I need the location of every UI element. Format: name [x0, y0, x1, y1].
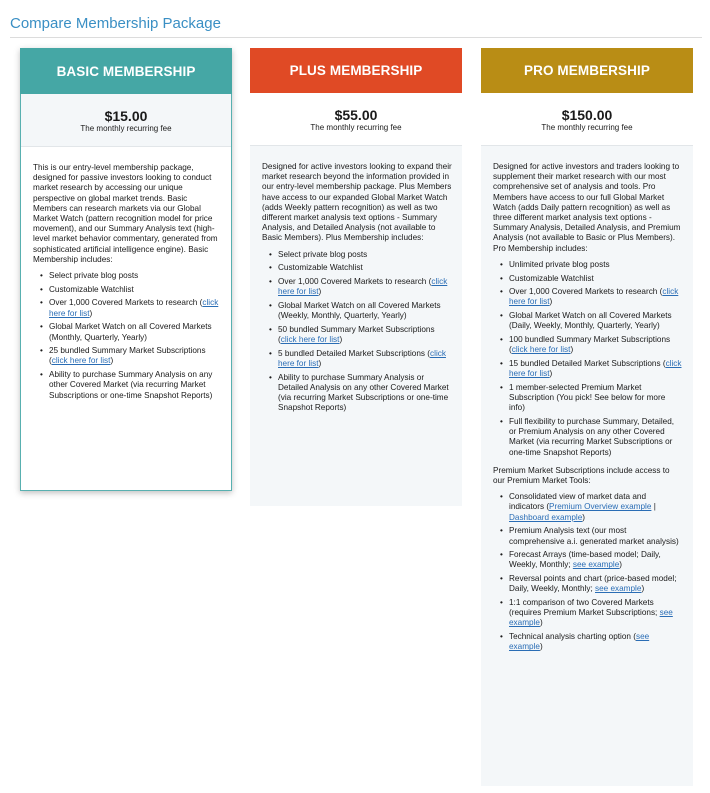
plus-description: Designed for active investors looking to expand their market research beyond the information provided in our entry-level membership package. Plus Members have access to our expanded Global Market Watch (adds Weekly pattern recognition) as well as two different market analysis text options - Summary Analysis, and Detailed Analysis (not available to Basic Members). Plus Membership includes:: [262, 162, 452, 243]
basic-card-header: BASIC MEMBERSHIP: [20, 48, 232, 94]
covered-markets-link[interactable]: click here for list: [278, 277, 448, 297]
forecast-arrays-example-link[interactable]: see example: [572, 560, 620, 570]
list-item: [509, 260, 683, 270]
summary-subscriptions-link[interactable]: click here for list: [511, 345, 571, 355]
feature-text: Customizable Watchlist: [278, 263, 363, 273]
list-item: • Over 1,000 Covered Markets to research (click here for list): [49, 298, 221, 318]
pro-feature-list: [493, 260, 683, 458]
basic-card-body: [21, 147, 231, 401]
basic-price-box: [21, 94, 231, 147]
detailed-subscriptions-link[interactable]: click here for list: [509, 358, 682, 379]
list-item: [278, 301, 452, 321]
plus-price: $55.00: [334, 107, 378, 123]
summary-subscriptions-link[interactable]: click here for list: [51, 356, 111, 366]
comparison-example-link[interactable]: see example: [509, 608, 673, 628]
summary-subscriptions-link[interactable]: click here for list: [280, 335, 340, 345]
feature-text: Ability to purchase Summary Analysis or Detailed Analysis on any other Covered Market (via recurring Market Subscriptions or one-time Snapshot Reports): [278, 372, 449, 413]
tool-text: Consolidated view of market data and indicators (: [509, 492, 646, 512]
list-item: [509, 598, 683, 629]
page-title: Compare Membership Package: [10, 15, 221, 32]
pro-fee-label: The monthly recurring fee: [541, 123, 633, 132]
pro-description: Designed for active investors and traders looking to supplement their market research with our most comprehensive set of analysis and tools. Pro Members have access to our full Global Market Watch (adds Daily pattern recognition) as well as three different market analysis text options - Summary Analysis, Detailed Analysis, and Premium Analysis (not available to Basic or Plus Members). Pro Membership includes:: [493, 162, 681, 253]
detailed-subscriptions-link[interactable]: click here for list: [278, 348, 446, 368]
plus-fee-label: The monthly recurring fee: [310, 123, 402, 132]
pro-membership-card[interactable]: [481, 48, 693, 786]
feature-text: Full flexibility to purchase Summary, Detailed, or Premium Analysis on any other Covered Market (via recurring Market Subscriptions or one-time Snapshot Reports): [509, 416, 675, 457]
list-item: [509, 311, 683, 331]
close-paren: ): [539, 642, 543, 652]
reversal-points-example-link[interactable]: see example: [595, 584, 642, 594]
pro-card-header: PRO MEMBERSHIP: [481, 48, 693, 93]
premium-overview-example-link[interactable]: Premium Overview example: [549, 502, 652, 512]
plus-card-header: PLUS MEMBERSHIP: [250, 48, 462, 93]
basic-feature-list: [33, 271, 221, 401]
list-item: • 15 bundled Detailed Market Subscriptions (click here for list): [509, 359, 683, 379]
feature-text: Select private blog posts: [278, 249, 368, 259]
close-paren: ): [539, 618, 543, 628]
list-item: [509, 417, 683, 458]
premium-tools-list: [493, 492, 683, 652]
list-item: [49, 285, 221, 295]
title-divider: [10, 37, 702, 38]
plus-feature-list: [262, 250, 452, 414]
list-item: • 100 bundled Summary Market Subscriptions (click here for list): [509, 335, 683, 355]
tool-text: Technical analysis charting option (: [509, 632, 636, 642]
plus-card-body: [250, 146, 462, 413]
list-item: [509, 492, 683, 523]
list-item: • Over 1,000 Covered Markets to research (click here for list): [278, 277, 452, 297]
feature-text: Over 1,000 Covered Markets to research: [278, 277, 427, 287]
basic-membership-card[interactable]: [20, 48, 232, 491]
covered-markets-link[interactable]: click here for list: [49, 298, 219, 318]
feature-text: Global Market Watch on all Covered Markets (Weekly, Monthly, Quarterly, Yearly): [278, 300, 441, 321]
list-item: [278, 250, 452, 260]
dashboard-example-link[interactable]: Dashboard example: [509, 512, 583, 522]
feature-text: 5 bundled Detailed Market Subscriptions: [278, 348, 426, 358]
pro-price: $150.00: [561, 107, 613, 123]
pro-card-body: [481, 146, 693, 653]
feature-text: Select private blog posts: [49, 271, 139, 281]
pro-price-box: [481, 93, 693, 146]
list-item: [509, 526, 683, 546]
list-item: [278, 263, 452, 273]
list-item: [49, 271, 221, 281]
feature-text: 15 bundled Detailed Market Subscriptions: [509, 358, 661, 368]
plus-price-box: [250, 93, 462, 146]
feature-text: Global Market Watch on all Covered Markets (Monthly, Quarterly, Yearly): [49, 322, 212, 342]
feature-text: Unlimited private blog posts: [509, 259, 610, 269]
tool-text: Premium Analysis text (our most comprehensive a.i. generated market analysis): [509, 526, 679, 546]
covered-markets-link[interactable]: click here for list: [509, 287, 679, 307]
list-item: [509, 383, 683, 414]
feature-text: Customizable Watchlist: [509, 273, 594, 283]
feature-text: Over 1,000 Covered Markets to research: [509, 287, 658, 297]
basic-price: $15.00: [104, 108, 148, 124]
tool-text: 1:1 comparison of two Covered Markets (requires Premium Market Subscriptions;: [509, 598, 660, 618]
tool-text: Reversal points and chart (price-based model; Daily, Weekly, Monthly;: [509, 574, 677, 594]
list-item: [49, 370, 221, 401]
list-item: [509, 632, 683, 652]
list-item: [278, 373, 452, 414]
list-item: • 5 bundled Detailed Market Subscriptions (click here for list): [278, 349, 452, 369]
list-item: • 25 bundled Summary Market Subscriptions (click here for list): [49, 346, 221, 366]
plus-membership-card[interactable]: [250, 48, 462, 506]
tool-text: Forecast Arrays (time-based model; Daily, Weekly, Monthly;: [509, 550, 661, 570]
feature-text: Customizable Watchlist: [49, 284, 134, 294]
charting-example-link[interactable]: see example: [509, 632, 650, 652]
basic-fee-label: The monthly recurring fee: [80, 124, 172, 133]
list-item: [49, 322, 221, 342]
list-item: [509, 574, 683, 594]
list-item: [509, 274, 683, 284]
close-paren: ): [619, 560, 623, 570]
feature-text: 25 bundled Summary Market Subscriptions: [49, 346, 206, 356]
close-paren: ): [582, 512, 586, 522]
link-separator: |: [651, 502, 656, 512]
feature-text: Ability to purchase Summary Analysis on any other Covered Market (via recurring Market Subscriptions or one-time Snapshot Reports): [49, 370, 213, 400]
feature-text: Over 1,000 Covered Markets to research: [49, 298, 198, 308]
list-item: • Over 1,000 Covered Markets to research (click here for list): [509, 287, 683, 307]
feature-text: Global Market Watch on all Covered Markets (Daily, Weekly, Monthly, Quarterly, Yearly): [509, 311, 672, 331]
feature-text: 100 bundled Summary Market Subscriptions: [509, 335, 671, 345]
feature-text: 50 bundled Summary Market Subscriptions: [278, 324, 435, 334]
premium-tools-intro: Premium Market Subscriptions include access to our Premium Market Tools:: [493, 465, 670, 485]
basic-description: This is our entry-level membership package, designed for passive investors looking to conduct market research by accessing our unique perspective on global market trends. Basic Members can research markets via our Global Market Watch (pattern recognition model for price movement), and our Summary Analysis text (high-level market behavior commentary, generated from sophisticated artificial intelligence engine). Basic Membership includes:: [33, 163, 218, 264]
list-item: [509, 550, 683, 570]
list-item: • 50 bundled Summary Market Subscriptions (click here for list): [278, 325, 452, 345]
close-paren: ): [641, 584, 645, 594]
feature-text: 1 member-selected Premium Market Subscription (You pick! See below for more info): [509, 382, 666, 413]
